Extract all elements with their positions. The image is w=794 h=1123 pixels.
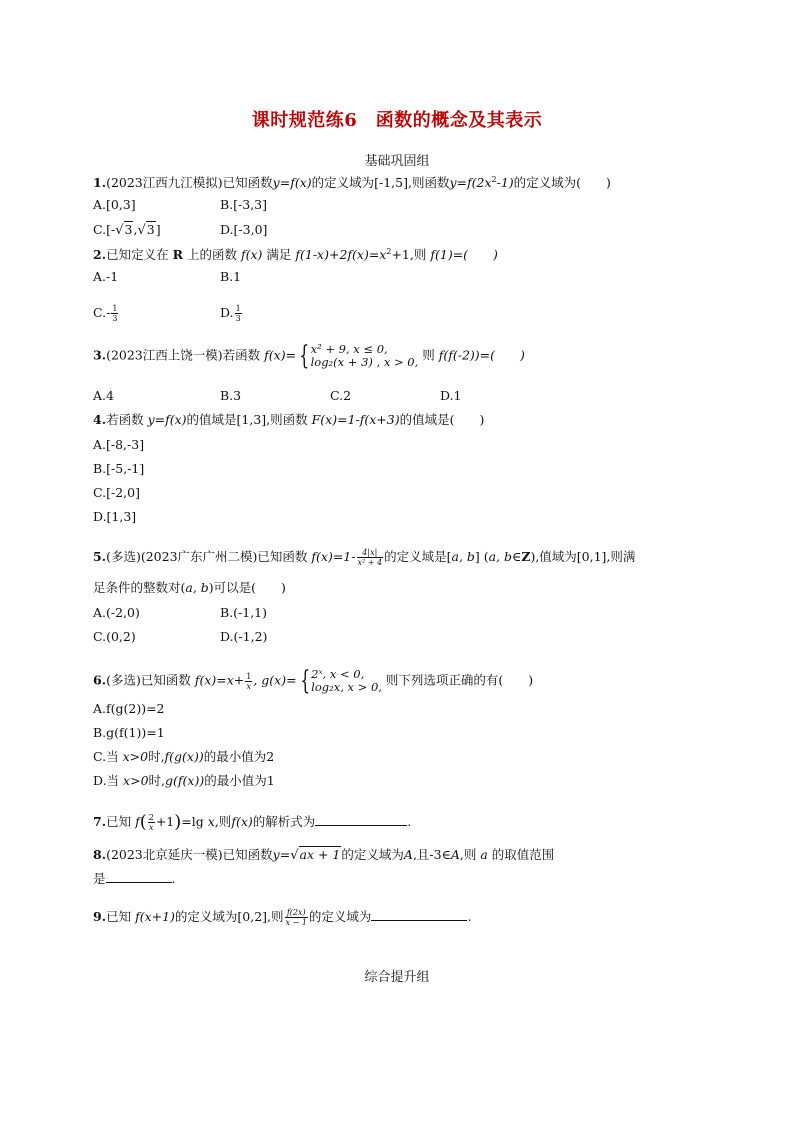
- q1-option-a: A.[0,3]: [93, 197, 136, 212]
- q5-option-c: C.(0,2): [93, 629, 136, 644]
- question-4: 4.若函数 y=f(x)的值域是[1,3],则函数 F(x)=1-f(x+3)的值域是( ): [93, 412, 485, 427]
- q4-option-d: D.[1,3]: [93, 509, 137, 524]
- q4-option-c: C.[-2,0]: [93, 485, 140, 500]
- question-8-line-2: 是 .: [93, 871, 176, 886]
- question-6: 6.(多选)已知函数 f(x)=x+ $\frac{1}{x}$ , g(x)= { 2ˣ, x < 0, log₂x, x > 0, 则下列选项正确的有( ): [93, 666, 534, 696]
- q2-option-c: C.- $\frac{1}{3}$: [93, 304, 118, 323]
- question-3: 3.(2023江西上饶一模)若函数 f(x)= { x² + 9, x ≤ 0, log₂(x + 3) , x > 0, 则 f(f(-2))=( ): [93, 341, 525, 371]
- question-1: 1.(2023江西九江模拟)已知函数y=f(x)的定义域为[-1,5],则函数$y=f(2x^2-1)$的定义域为( ): [93, 175, 611, 191]
- question-9: 9.已知 f(x+1)的定义域为[0,2],则 $\frac{f(2x)}{x - 1}$ 的定义域为 .: [93, 908, 472, 927]
- q4-option-a: A.[-8,-3]: [93, 437, 145, 452]
- q2-option-a: A.-1: [93, 269, 119, 284]
- section-title-basic: 基础巩固组: [364, 154, 430, 169]
- q6-option-d: D.当 x>0时,g(f(x))的最小值为1: [93, 773, 275, 788]
- q2-option-d: D. $\frac{1}{3}$: [220, 304, 241, 323]
- q5-option-b: B.(-1,1): [220, 605, 268, 620]
- q1-option-b: B.[-3,3]: [220, 197, 268, 212]
- question-8: 8.(2023北京延庆一模)已知函数y=√ax + 1的定义域为A,且-3∈A,则 a 的取值范围: [93, 847, 555, 863]
- q3-option-b: B.3: [220, 388, 242, 403]
- question-5: 5.(多选)(2023广东广州二模)已知函数 f(x)=1- $\frac{4|x|}{\text{x² + 4}}$ 的定义域是[a, b] (a, b∈Z),值域为[0,1],则满: [93, 548, 636, 567]
- question-7: 7.已知 f( $\frac{2}{x}$ +1)=lg x,则f(x)的解析式为 .: [93, 811, 412, 833]
- question-2: 2.已知定义在 R 上的函数 f(x) 满足 $f(1-x)+2f(x)=x^2+1$,则 f(1)=( ): [93, 247, 498, 263]
- section-title-advanced: 综合提升组: [364, 970, 430, 985]
- q6-option-a: A.f(g(2))=2: [93, 701, 165, 716]
- q5-option-d: D.(-1,2): [220, 629, 268, 644]
- q1-option-d: D.[-3,0]: [220, 222, 268, 237]
- q3-option-d: D.1: [440, 388, 462, 403]
- page-title: 课时规范练6 函数的概念及其表示: [251, 110, 543, 131]
- q1-option-c: C.[-√3,√3]: [93, 222, 161, 238]
- q6-option-c: C.当 x>0时,f(g(x))的最小值为2: [93, 749, 275, 764]
- q5-option-a: A.(-2,0): [93, 605, 140, 620]
- q2-option-b: B.1: [220, 269, 242, 284]
- q6-option-b: B.g(f(1))=1: [93, 725, 165, 740]
- q3-option-c: C.2: [330, 388, 352, 403]
- q4-option-b: B.[-5,-1]: [93, 461, 145, 476]
- question-5-line-2: 足条件的整数对(a, b)可以是( ): [93, 580, 286, 595]
- q3-option-a: A.4: [93, 388, 114, 403]
